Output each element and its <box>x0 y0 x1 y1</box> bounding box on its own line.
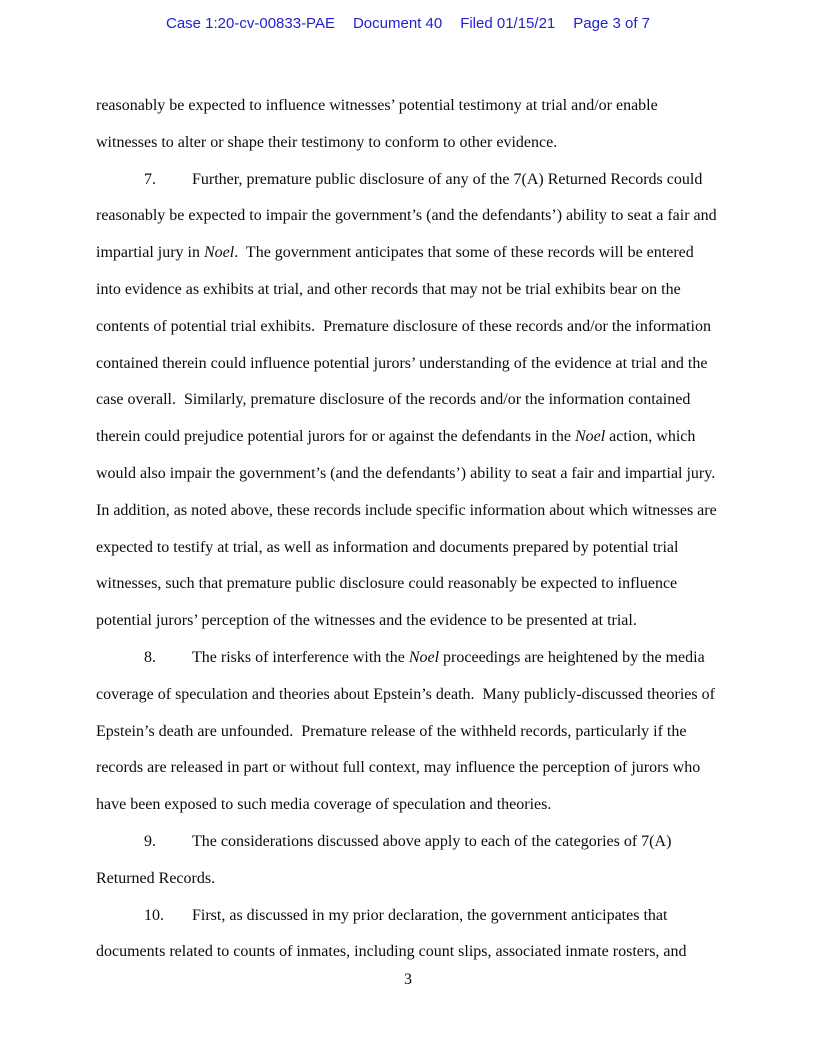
numbered-paragraph <box>96 162 724 640</box>
stamp-segment-1: Document 40 <box>352 15 443 32</box>
numbered-paragraph <box>96 824 720 898</box>
paragraph-text: action, which would also impair the government’s (and the defendants’) ability to seat a fair and impartial jury. In addition, as noted above, these records include specific information about which witnesses are expected to testify at trial, as well as information and documents prepared by potential trial witnesses, such that premature public disclosure could reasonably be expected to influence potential jurors’ perception of the witnesses and the evidence to be presented at trial. <box>96 428 724 630</box>
stamp-segment-2: Filed 01/15/21 <box>460 15 556 32</box>
paragraph-number: 8. <box>144 648 156 666</box>
cm-ecf-header-stamp <box>0 15 816 32</box>
page-number: 3 <box>404 971 412 988</box>
paragraph-text: . The government anticipates that some of these records will be entered into evidence as exhibits at trial, and other records that may not be trial exhibits bear on the contents of potential trial exhibits. Premature disclosure of these records and/or the information contained therein could influence potential jurors’ understanding of the evidence at trial and the case overall. Similarly, premature disclosure of the records and/or the information contained therein could prejudice potential jurors for or against the defendants in the <box>96 244 715 446</box>
case-name-italic: Noel <box>574 428 606 446</box>
paragraph-text: The risks of interference with the <box>192 648 409 666</box>
continuation-paragraph <box>96 88 720 162</box>
paragraph-text: First, as discussed in my prior declaration, the government anticipates that documents related to counts of inmates, including count slips, associated inmate rosters, and <box>96 906 687 961</box>
case-name-italic: Noel <box>203 244 235 262</box>
numbered-paragraph <box>96 898 720 972</box>
stamp-segment-3: Page 3 of 7 <box>573 15 650 32</box>
paragraph-number: 7. <box>144 170 156 188</box>
paragraph-text: Further, premature public disclosure of any of the 7(A) Returned Records could reasonably be expected to impair the government’s (and the defendants’) ability to seat a fair and impartial jury in <box>96 170 721 262</box>
document-body <box>96 88 724 971</box>
paragraph-text: proceedings are heightened by the media coverage of speculation and theories about Epstein’s death. Many publicly-discussed theories of Epstein’s death are unfounded. Premature release of the withheld records, particularly if the records are released in part or without full context, may influence the perception of jurors who have been exposed to such media coverage of speculation and theories. <box>96 648 719 814</box>
numbered-paragraph <box>96 640 720 824</box>
case-name-italic: Noel <box>408 648 440 666</box>
paragraph-number: 9. <box>144 832 156 850</box>
paragraph-text: reasonably be expected to influence witnesses’ potential testimony at trial and/or enable witnesses to alter or shape their testimony to conform to other evidence. <box>96 97 662 151</box>
paragraph-number: 10. <box>144 906 164 924</box>
paragraph-text: The considerations discussed above apply to each of the categories of 7(A) Returned Records. <box>96 832 676 887</box>
stamp-segment-0: Case 1:20-cv-00833-PAE <box>165 15 335 32</box>
